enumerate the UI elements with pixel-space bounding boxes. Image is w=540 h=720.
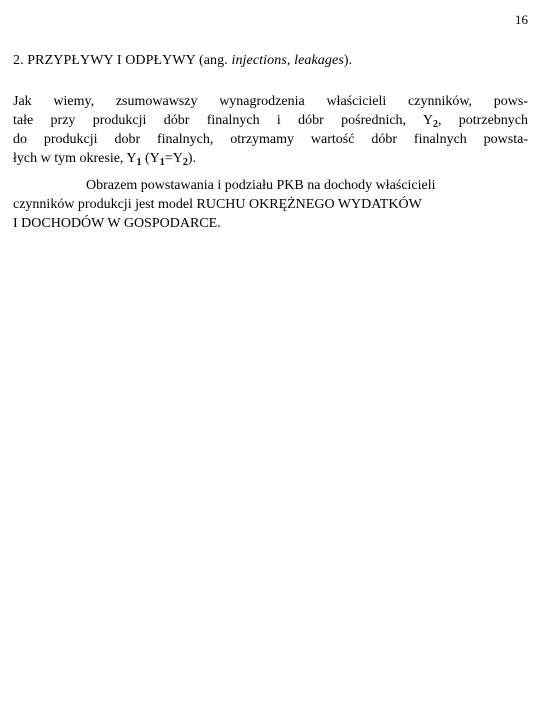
paragraph1-line4-d: ). xyxy=(187,151,196,166)
heading-comma: , xyxy=(286,53,295,68)
paragraph1-line3: do produkcji dobr finalnych, otrzymamy wartość dóbr finalnych powsta- xyxy=(13,132,528,147)
heading-term-leakages: leakages xyxy=(294,53,344,68)
paragraph1-line4-a: łych w tym okresie, Y xyxy=(13,151,137,166)
subscript-2: 2 xyxy=(432,119,438,130)
heading-term-injections: injections xyxy=(231,53,287,68)
subscript-1b: 1 xyxy=(159,157,165,168)
paragraph1-line2-text: tałe przy produkcji dóbr finalnych i dóbr pośrednich, Y xyxy=(13,113,433,128)
paragraph1-line1: Jak wiemy, zsumowawszy wynagrodzenia właścicieli czynników, pows- xyxy=(13,94,528,109)
paragraph2-line3: I DOCHODÓW W GOSPODARCE. xyxy=(13,216,221,231)
page-number: 16 xyxy=(515,12,528,27)
paragraph-circular-flow-intro xyxy=(13,92,528,168)
heading-prefix: 2. PRZYPŁYWY I ODPŁYWY (ang. xyxy=(13,53,232,68)
section-heading xyxy=(13,53,352,69)
paragraph-gdp-model xyxy=(13,176,528,233)
paragraph2-line2: czynników produkcji jest model RUCHU OKRĘŻNEGO WYDATKÓW xyxy=(13,197,422,212)
paragraph2-line1: Obrazem powstawania i podziału PKB na dochody właścicieli xyxy=(86,178,436,193)
subscript-1: 1 xyxy=(136,157,142,168)
subscript-2b: 2 xyxy=(182,157,188,168)
paragraph1-line4 xyxy=(13,149,528,168)
paragraph1-line2-end: , potrzebnych xyxy=(437,113,528,128)
heading-suffix: ). xyxy=(343,53,353,68)
paragraph1-line4-c: =Y xyxy=(164,151,183,166)
paragraph1-line4-b: (Y xyxy=(141,151,160,166)
paragraph1-line2 xyxy=(13,111,528,130)
